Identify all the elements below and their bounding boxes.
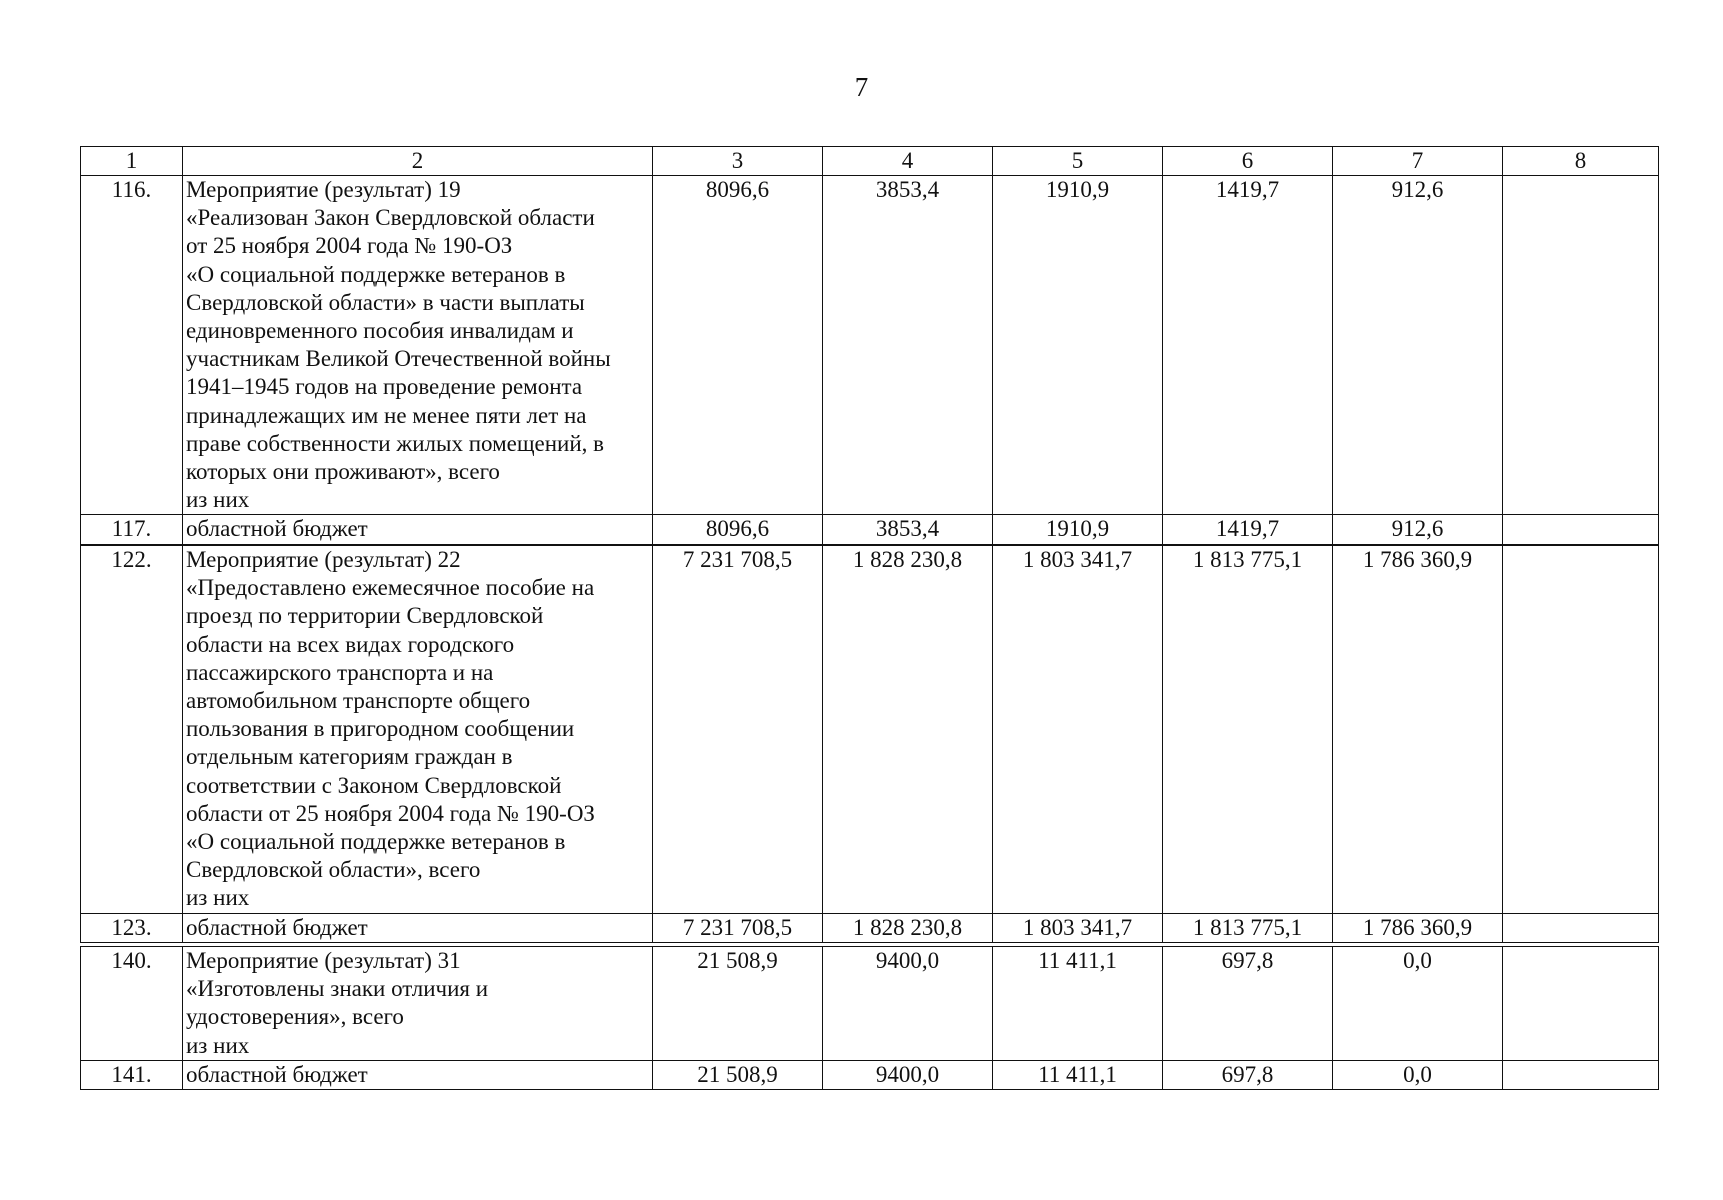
value-col-6: 697,8 [1163, 1060, 1333, 1089]
header-col-2: 2 [183, 147, 653, 176]
value-col-7: 1 786 360,9 [1333, 913, 1503, 942]
table-row [81, 913, 1659, 942]
table-group-2 [80, 545, 1659, 943]
value-col-6: 1 813 775,1 [1163, 546, 1333, 914]
value-col-3: 8096,6 [653, 515, 823, 544]
row-number: 122. [81, 546, 183, 914]
row-description: областной бюджет [183, 515, 653, 544]
value-col-3: 21 508,9 [653, 1060, 823, 1089]
table-group-3 [80, 946, 1659, 1090]
table-row [81, 1060, 1659, 1089]
row-description: Мероприятие (результат) 22 «Предоставлено ежемесячное пособие на проезд по территории Свердловской области на всех видах городского пассажирского транспорта и на автомобильном транспорте общего пользования в пригородном сообщении отдельным категориям граждан в соответствии с Законом Свердловской области от 25 ноября 2004 года № 190-ОЗ «О социальной поддержке ветеранов в Свердловской области», всего из них [183, 546, 653, 914]
table-row [81, 176, 1659, 515]
value-col-8 [1503, 913, 1659, 942]
value-col-8 [1503, 176, 1659, 515]
value-col-7: 912,6 [1333, 176, 1503, 515]
table-row [81, 515, 1659, 544]
value-col-5: 1 803 341,7 [993, 913, 1163, 942]
value-col-3: 7 231 708,5 [653, 913, 823, 942]
value-col-4: 3853,4 [823, 176, 993, 515]
row-number: 123. [81, 913, 183, 942]
value-col-3: 7 231 708,5 [653, 546, 823, 914]
row-description: Мероприятие (результат) 19 «Реализован Закон Свердловской области от 25 ноября 2004 года № 190-ОЗ «О социальной поддержке ветеранов в Свердловской области» в части выплаты единовременного пособия инвалидам и участникам Великой Отечественной войны 1941–1945 годов на проведение ремонта принадлежащих им не менее пяти лет на праве собственности жилых помещений, в которых они проживают», всего из них [183, 176, 653, 515]
row-number: 116. [81, 176, 183, 515]
value-col-4: 1 828 230,8 [823, 913, 993, 942]
table-group-1 [80, 175, 1659, 545]
value-col-4: 9400,0 [823, 947, 993, 1061]
value-col-5: 11 411,1 [993, 1060, 1163, 1089]
header-col-1: 1 [81, 147, 183, 176]
header-col-8: 8 [1503, 147, 1659, 176]
header-col-3: 3 [653, 147, 823, 176]
value-col-7: 1 786 360,9 [1333, 546, 1503, 914]
value-col-6: 697,8 [1163, 947, 1333, 1061]
value-col-5: 1910,9 [993, 515, 1163, 544]
value-col-7: 0,0 [1333, 1060, 1503, 1089]
value-col-8 [1503, 1060, 1659, 1089]
header-col-4: 4 [823, 147, 993, 176]
value-col-8 [1503, 947, 1659, 1061]
header-col-6: 6 [1163, 147, 1333, 176]
page-number: 7 [854, 72, 869, 102]
row-description: областной бюджет [183, 913, 653, 942]
value-col-7: 0,0 [1333, 947, 1503, 1061]
value-col-3: 8096,6 [653, 176, 823, 515]
value-col-5: 11 411,1 [993, 947, 1163, 1061]
value-col-3: 21 508,9 [653, 947, 823, 1061]
header-col-7: 7 [1333, 147, 1503, 176]
value-col-8 [1503, 515, 1659, 544]
row-description: областной бюджет [183, 1060, 653, 1089]
value-col-4: 9400,0 [823, 1060, 993, 1089]
row-number: 117. [81, 515, 183, 544]
value-col-6: 1419,7 [1163, 176, 1333, 515]
header-col-5: 5 [993, 147, 1163, 176]
value-col-8 [1503, 546, 1659, 914]
value-col-7: 912,6 [1333, 515, 1503, 544]
value-col-6: 1 813 775,1 [1163, 913, 1333, 942]
row-number: 140. [81, 947, 183, 1061]
value-col-4: 3853,4 [823, 515, 993, 544]
table-row [81, 546, 1659, 914]
value-col-6: 1419,7 [1163, 515, 1333, 544]
value-col-5: 1910,9 [993, 176, 1163, 515]
table-header [80, 146, 1659, 176]
row-description: Мероприятие (результат) 31 «Изготовлены знаки отличия и удостоверения», всего из них [183, 947, 653, 1061]
column-number-row [81, 147, 1659, 176]
row-number: 141. [81, 1060, 183, 1089]
value-col-4: 1 828 230,8 [823, 546, 993, 914]
value-col-5: 1 803 341,7 [993, 546, 1163, 914]
table-row [81, 947, 1659, 1061]
